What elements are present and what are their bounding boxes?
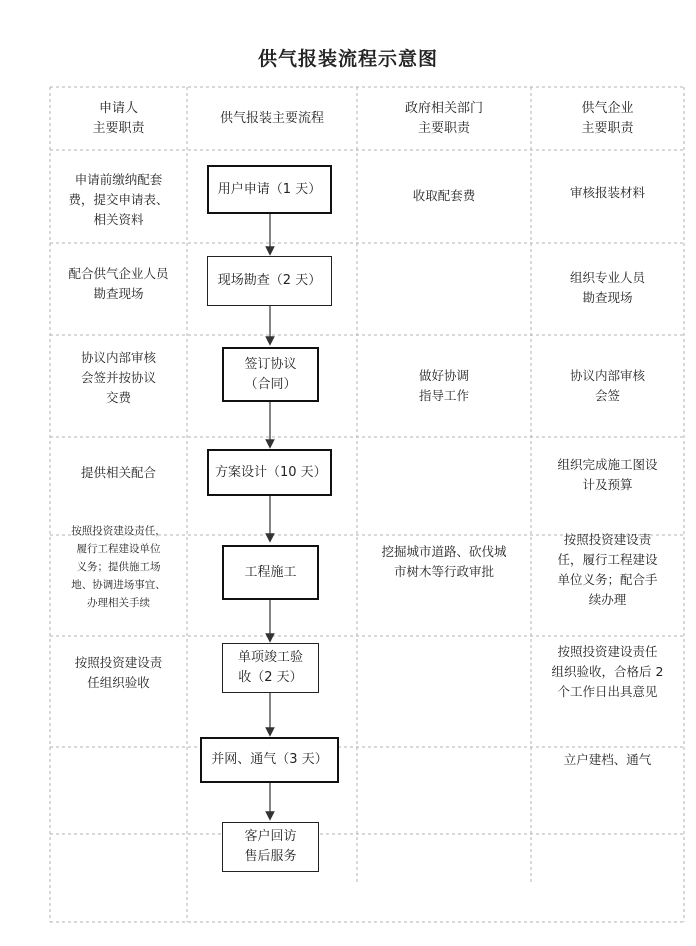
- gas-company-duty-1: 审核报装材料: [569, 185, 645, 200]
- flow-step-8: [222, 822, 319, 872]
- gas-company-duty-3: 协议内部审核 会签: [569, 368, 645, 403]
- flow-step-7: [200, 737, 339, 783]
- flow-step-8-label: 客户回访 售后服务: [244, 829, 297, 864]
- header-government: 政府相关部门 主要职责: [404, 101, 483, 136]
- applicant-duty-2: 配合供气企业人员 勘查现场: [68, 266, 169, 301]
- flow-step-3-label: 签订协议 （合同）: [244, 356, 297, 392]
- applicant-duty-4: 提供相关配合: [80, 465, 156, 480]
- flow-step-7-label: 并网、通气（3 天）: [211, 752, 328, 767]
- header-main-flow: 供气报装主要流程: [219, 111, 324, 126]
- gas-company-duty-7: 立户建档、通气: [563, 752, 652, 767]
- gas-company-duty-6: 按照投资建设责任 组织验收，合格后 2 个工作日出具意见: [551, 644, 664, 699]
- header-gas-company: 供气企业 主要职责: [581, 101, 634, 136]
- applicant-duty-6: 按照投资建设责 任组织验收: [74, 655, 163, 690]
- applicant-duty-3: 协议内部审核 会签并按协议 交费: [80, 350, 156, 405]
- flow-step-3: [222, 347, 319, 402]
- flow-step-1: [207, 165, 332, 214]
- applicant-duty-1: 申请前缴纳配套 费，提交申请表、 相关资料: [68, 172, 169, 227]
- applicant-duty-5: 按照投资建设责任， 履行工程建设单位 义务；提供施工场 地、协调进场事宜、 办理相关手续: [71, 525, 166, 609]
- header-applicant: 申请人 主要职责: [92, 101, 145, 136]
- gas-company-duty-4: 组织完成施工图设 计及预算: [557, 457, 658, 492]
- government-duty-1: 收取配套费: [412, 188, 476, 203]
- flow-step-4-label: 方案设计（10 天）: [215, 464, 327, 480]
- flow-step-6: [222, 643, 319, 693]
- gas-company-duty-2: 组织专业人员 勘查现场: [569, 270, 645, 305]
- flow-step-1-label: 用户申请（1 天）: [217, 181, 322, 197]
- flow-step-5-label: 工程施工: [244, 564, 297, 580]
- flow-step-2: [207, 256, 332, 306]
- gas-company-duty-5: 按照投资建设责 任，履行工程建设 单位义务；配合手 续办理: [557, 532, 658, 607]
- flow-step-2-label: 现场勘查（2 天）: [217, 273, 322, 288]
- government-duty-3: 做好协调 指导工作: [418, 368, 469, 403]
- flow-step-6-label: 单项竣工验 收（2 天）: [237, 650, 303, 685]
- diagram-title: 供气报装流程示意图: [257, 48, 438, 70]
- flow-step-5: [222, 545, 319, 600]
- government-duty-5: 挖掘城市道路、砍伐城 市树木等行政审批: [381, 544, 507, 579]
- flow-step-4: [207, 449, 332, 496]
